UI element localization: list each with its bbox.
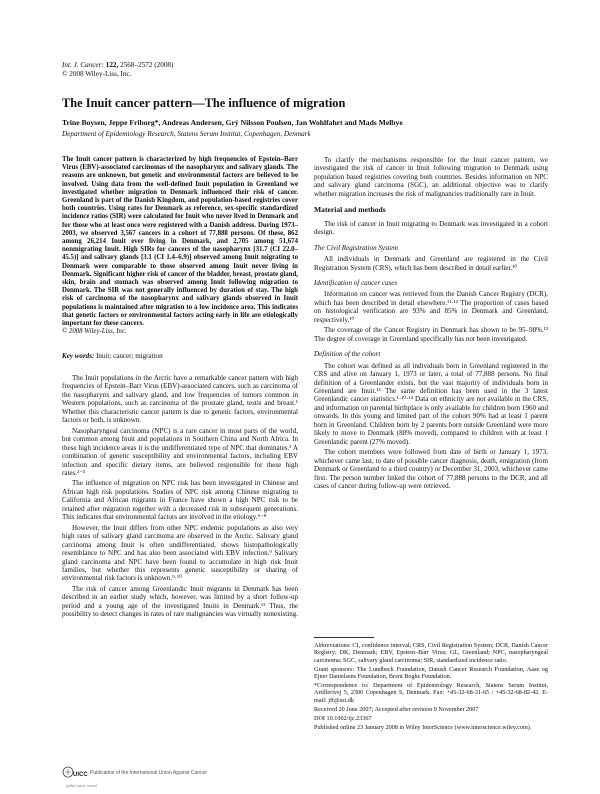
footnote-grant: Grant sponsors: The Lundbeck Foundation, Danish Cancer Research Foundation, Aase og Ejner Danielsens Foundation, Brent Boghs Foundation. <box>314 665 548 681</box>
uicc-tagline: global cancer control <box>66 784 98 788</box>
subsection-heading-cohort: Definition of the cohort <box>314 350 381 359</box>
intro-paragraph: Nasopharyngeal carcinoma (NPC) is a rare cancer in most parts of the world, but common among Inuit and populations in Southern China and North Africa. In these high incidence areas it is the undifferentiated type of NPC that dominates.² A combination of genetic susceptibility and environmental factors, including EBV infection and specific dietary items, are believed responsible for these high rates.²⁻⁵ <box>62 426 298 477</box>
intro-paragraph: The Inuit populations in the Arctic have a remarkable cancer pattern with high frequencies of Epstein–Barr Virus (EBV)-associated cancers, such as carcinoma of the nasopharynx and salivary gland, and low frequencies of tumors common in Western populations, such as carcinoma of the prostate gland, testis and breast.¹ Whether this characteristic cancer pattern is due to genetic factors, environmental factors or both, is unknown. <box>62 374 298 425</box>
footnote-received: Received 20 June 2007; Accepted after revision 9 November 2007 <box>314 705 479 713</box>
keywords <box>62 352 298 360</box>
keywords-text: Inuit; cancer; migration <box>96 352 163 360</box>
abstract-copyright: © 2008 Wiley-Liss, Inc. <box>62 328 127 336</box>
journal-copyright: © 2008 Wiley-Liss, Inc. <box>62 70 132 78</box>
keywords-label: Key words: <box>62 352 95 360</box>
body-paragraph: Information on cancer was retrieved from the Danish Cancer Registry (DCR), which has been described in detail elsewhere.¹¹·¹² The proportion of cases based on histological verification are 93% and 85% in Denmark and Greenland, respectively.¹⁰ <box>314 290 548 324</box>
footnote-abbreviations: Abbreviations: CI, confidence interval; CRS, Civil Registration System; DCR, Danish Cancer Registry; DK, Denmark; EBV, Epstein–Barr Virus; GL, Greenland; NPC, nasopharyngeal carcinoma; SGC, salivary gland carcinoma; SIR, standardized incidence ratio. <box>314 642 548 664</box>
body-paragraph: The risk of cancer in Inuit migrating to Denmark was investigated in a cohort design. <box>314 219 548 237</box>
footnote-rule <box>314 637 374 638</box>
right-column <box>314 156 548 492</box>
affiliation: Department of Epidemiology Research, Statens Serum Institut, Copenhagen, Denmark <box>62 130 311 138</box>
journal-pages: 2568–2572 (2008) <box>120 61 174 69</box>
paper-title: The Inuit cancer pattern—The influence of migration <box>62 96 346 110</box>
subsection-heading-identification: Identification of cancer cases <box>314 278 398 287</box>
subsection-heading-crs: The Civil Registration System <box>314 243 398 252</box>
abstract-text: The Inuit cancer pattern is characterized by high frequencies of Epstein–Barr Virus (EBV)-associated carcinomas of the nasopharynx and salivary glands. The reasons are unknown, but genetic and environmental factors are believed to be involved. Using data from the well-defined Inuit population in Greenland we investigated whether migration to Denmark influenced their risk of cancer. Greenland is part of the Danish Kingdom, and population-based registries cover both countries. Using rates for Denmark as reference, sex-specific standardized incidence ratios (SIR) were calculated for Inuit who never lived in Denmark and for those who at least once were registered with a Danish address. During 1973–2003, we observed 3,567 cancers in a cohort of 77,888 persons. Of these, 862 among 26,214 Inuit ever living in Denmark, and 2,705 among 51,674 nonmigrating Inuit. High SIRs for cancers of the nasopharynx [31.7 (CI 22.0–45.5)] and salivary glands [3.1 (CI 1.4–6.9)] observed among Inuit migrating to Denmark were comparable to those observed among Inuit never living in Denmark. Significant higher risk of cancer of the bladder, breast, prostate gland, skin, brain and stomach was observed among Inuit following migration to Denmark. The SIR was not generally influenced by duration of stay. The high risk of carcinoma of the nasopharynx and salivary glands observed in Inuit populations is maintained after migration to a low incidence area. This indicates that genetic factors or environmental factors acting early in life are etiologically important for these cancers. <box>62 156 298 328</box>
footnote-correspondence: *Correspondence to: Department of Epidemiology Research, Statens Serum Institut, Artillerivej 5, 2300 Copenhagen S, Denmark. Fax: +45-32-68-31-65 / +45-32-68-82-42. E-mail: jff@ssi.dk <box>314 682 548 704</box>
body-paragraph: All individuals in Denmark and Greenland are registered in the Civil Registration System (CRS), which has been described in detail earlier.¹⁰ <box>314 255 548 272</box>
abstract <box>62 156 298 336</box>
body-paragraph: To clarify the mechanisms responsible for the Inuit cancer pattern, we investigated the risk of cancer in Inuit following migration to Denmark using population based registries covering both countries. Besides information on NPC and salivary gland carcinoma (SGC), an additional objective was to clarify whether migration increases the risk of malignancies traditionally rare in Inuit. <box>314 156 548 198</box>
uicc-footer: Publication of the International Union Against Cancer <box>90 770 208 776</box>
intro-paragraph: The influence of migration on NPC risk has been investigated in Chinese and African high risk populations. Studies of NPC risk among Chinese migrating to California and African migrants in France have shown a high NPC risk to be retained after migration together with a decreased risk in subsequent generations. This indicates that environmental factors are involved in the etiology.⁶⁻⁸ <box>62 479 298 522</box>
uicc-logo <box>62 765 86 783</box>
footnotes <box>314 642 548 732</box>
intro-paragraph: However, the Inuit differs from other NPC endemic populations as also very high rates of salivary gland carcinoma are observed in the Arctic. Salivary gland carcinoma among Inuit is often undifferentiated, shows histopathologically resemblance to NPC and has also been associated with EBV infection.⁹ Salivary gland carcinoma and NPC have been found to accumulate in high risk Inuit families, but whether this represents genetic susceptibility or sharing of environmental risk factors is unknown.⁹·¹⁰ <box>62 523 298 583</box>
body-paragraph: The cohort members were followed from date of birth or January 1, 1973, whichever came last, to date of possible cancer diagnosis, death, emigration (from Denmark or Greenland to a third country) or December 31, 2003, whichever came first. The person number linked the cohort of 77,888 persons to the DCR, and all cases of cancer during follow-up were retrieved. <box>314 448 548 490</box>
uicc-logo-text: UICC <box>73 772 88 778</box>
footnote-doi: DOI 10.1002/ijc.23367 <box>314 714 372 722</box>
intro-paragraph: The risk of cancer among Greenlandic Inuit migrants in Denmark has been described in an earlier study which, however, was limited by a short follow-up period and a young age of the investigated Inuits in Denmark.¹¹ Thus, the possibility to detect changes in rates of rare malignancies was virtually nonexisting. <box>62 584 299 619</box>
section-heading-methods: Material and methods <box>314 205 386 215</box>
body-paragraph: The cohort was defined as all individuals born in Greenland registered in the CRS and alive on January 1, 1973 or later, a total of 77,888 persons. No final definition of a Greenlander exists, but the vast majority of individuals born in Greenland are Inuit.¹³ The same definition has been used in the 3 latest Greenlandic cancer statistics.¹·¹⁰·¹⁴ Data on ethnicity are not available in the CRS, and information on parental birthplace is only available for children born 1960 and onwards. In this young and limited part of the cohort 90% had at least 1 parent born in Greenland. Children born by 2 parents born outside Greenland were more likely to move to Denmark (88% moved), compared to children with at least 1 Greenlandic parent (27% moved). <box>314 361 548 446</box>
author-list: Trine Boysen, Jeppe Friborg*, Andreas Andersen, Grý Nilsson Poulsen, Jan Wohlfahrt and Mads Melbye <box>62 118 403 127</box>
footnote-published: Published online 23 January 2008 in Wiley InterScience (www.interscience.wiley.com). <box>314 723 532 731</box>
introduction <box>62 374 298 621</box>
body-paragraph: The coverage of the Cancer Registry in Denmark has shown to be 95–98%.¹² The degree of coverage in Greenland specifically has not been investigated. <box>314 326 548 343</box>
journal-header <box>62 61 173 79</box>
journal-name: Int. J. Cancer: <box>62 61 104 69</box>
journal-volume: 122, <box>105 61 119 69</box>
